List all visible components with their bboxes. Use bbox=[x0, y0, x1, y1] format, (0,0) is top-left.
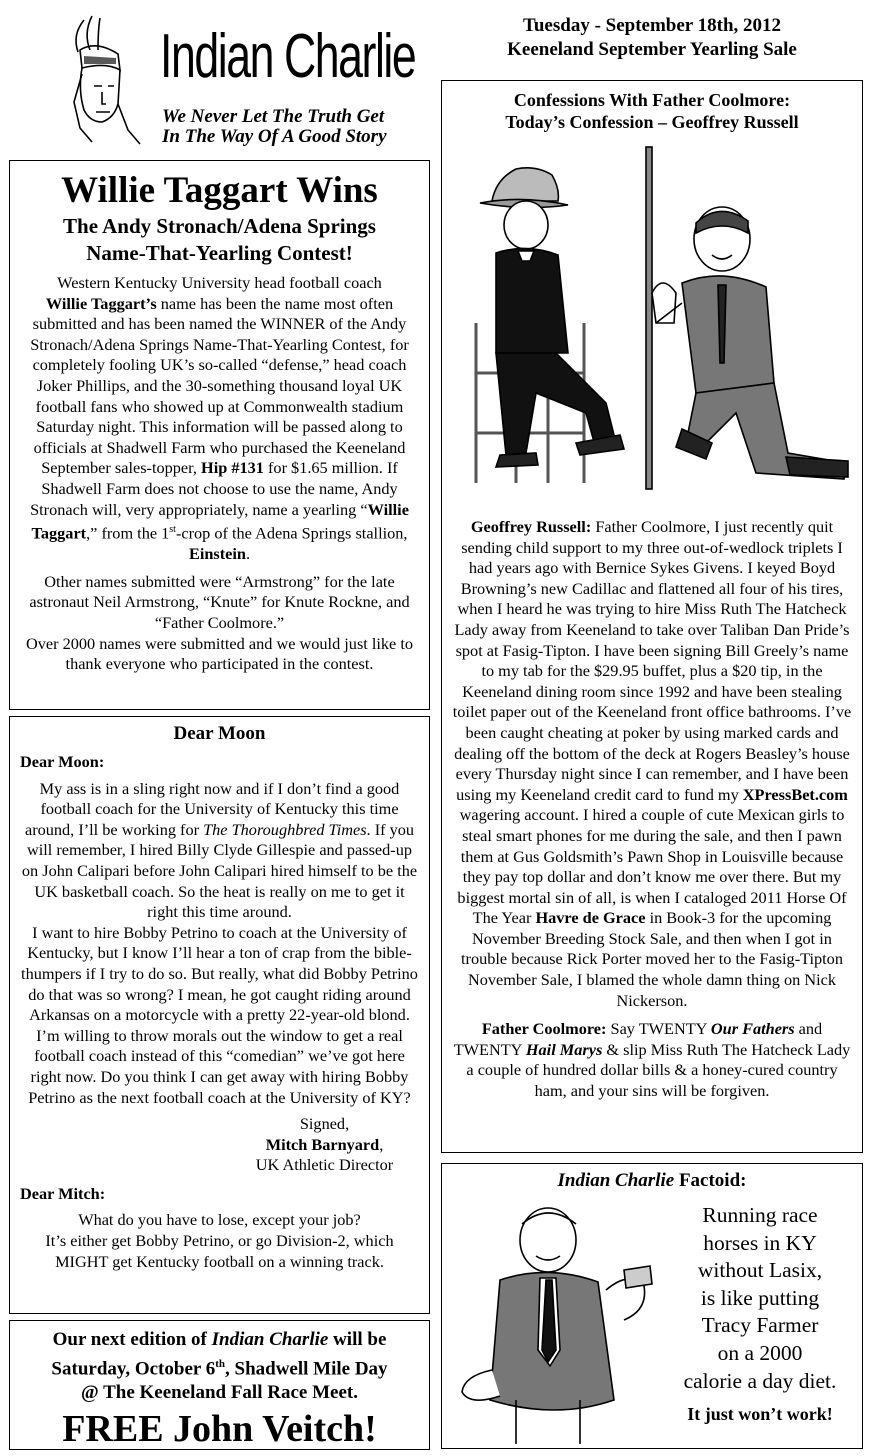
lead-paragraph-1: Western Kentucky University head football coach Willie Taggart’s name has been the name most often submitted and has been named the WINNER of the Andy Stronach/Adena Springs Name-That-Yearling Contest, for completely fooling UK’s so-called “defense,” head coach Joker Phillips, and the 30-something thousand loyal UK football fans who showed up at Commonwealth stadium Saturday night. This information will be passed along to officials at Shadwell Farm who purchased the Keeneland September sales-topper, Hip #131 for $1.65 million. If Shadwell Farm does not choose to use the name, Andy Stronach will, very appropriately, name a yearling “Willie Taggart,” from the 1st-crop of the Adena Springs stallion, Einstein. bbox=[30, 273, 409, 564]
factoid-cartoon bbox=[456, 1200, 656, 1446]
confessions-subtitle: Today’s Confession – Geoffrey Russell bbox=[505, 112, 799, 132]
lead-story bbox=[9, 160, 430, 710]
masthead-tagline-2: In The Way Of A Good Story bbox=[162, 126, 387, 147]
masthead-title: Indian Charlie bbox=[160, 22, 416, 91]
reply-line-2: It’s either get Bobby Petrino, or go Division-2, which MIGHT get Kentucky football on a winning track. bbox=[45, 1231, 394, 1271]
factoid-text bbox=[668, 1202, 852, 1427]
factoid-line: Running race bbox=[702, 1203, 818, 1227]
next-edition-box bbox=[9, 1320, 430, 1450]
lead-paragraph-3: Over 2000 names were submitted and we would just like to thank everyone who participated in the contest. bbox=[25, 633, 414, 674]
factoid-line: horses in KY bbox=[703, 1230, 817, 1255]
factoid-line: without Lasix, bbox=[697, 1258, 823, 1283]
next-edition-line-2: Saturday, October 6th, Shadwell Mile Day bbox=[51, 1358, 388, 1380]
factoid-box bbox=[441, 1163, 863, 1449]
reply-line-1: What do you have to lose, except your job? bbox=[78, 1210, 361, 1230]
dear-moon-body-1: My ass is in a sling right now and if I don’t find a good football coach for the University of Kentucky this time around, I’ll be working for The Thoroughbred Times. If you will remember, I hired Billy Clyde Gillespie and passed-up on John Calipari before John Calipari hired himself to be the UK basketball coach. So the heat is really on me to get it right this time around. bbox=[21, 778, 418, 922]
confessions-column bbox=[441, 80, 863, 1153]
factoid-line: calorie a day diet. bbox=[683, 1368, 837, 1393]
confession-geoffrey: Geoffrey Russell: Father Coolmore, I just recently quit sending child support to my three out-of-wedlock triplets I had years ago with Bernice Sykes Givens. I keyed Boyd Browning’s new Cadillac and flattened all four of his tires, when I heard he was trying to hire Miss Ruth The Hatcheck Lady away from Keeneland to take over Taliban Dan Pride’s spot at Fasig-Tipton. I have been signing Bill Greely’s name to my tab for the $29.95 buffet, plus a $20 tip, in the Keeneland dining room since 1992 and have been stealing toilet paper out of the Keeneland front office bathrooms. I’ve been caught cheating at poker by using marked cards and dealing off the bottom of the deck at Rogers Beasley’s house every Thursday night since I can remember, and I have been using my Keeneland credit card to fund my XPressBet.com wagering account. I hired a couple of cute Mexican girls to steal smart phones for me during the sale, and then I pawn them at Gus Goldsmith’s Pawn Shop in Louisville because they pay top dollar and don’t know me over there. But my biggest mortal sin of all, is when I cataloged 2011 Horse Of The Year Havre de Grace in Book-3 for the upcoming November Breeding Stock Sale, and then when I got in trouble because Rick Porter moved her to the Fasig-Tipton November Sale, I blamed the whole damn thing on Nick Nickerson. bbox=[452, 517, 852, 1010]
confession-father-coolmore: Father Coolmore: Say TWENTY Our Fathers and TWENTY Hail Marys & slip Miss Ruth The Hatcheck Lady a couple of hundred dollar bills & a honey-cured country ham, and your sins will be forgiven. bbox=[453, 1019, 851, 1101]
dateline-event: Keeneland September Yearling Sale bbox=[507, 39, 797, 60]
signed-label: Signed, bbox=[299, 1114, 350, 1134]
factoid-line: Tracy Farmer bbox=[701, 1313, 819, 1338]
dateline-date: Tuesday - September 18th, 2012 bbox=[522, 15, 782, 36]
lead-paragraph-2: Other names submitted were “Armstrong” for the late astronaut Neil Armstrong, “Knute” for Knute Rockne, and “Father Coolmore.” bbox=[29, 571, 410, 632]
signer-name: Mitch Barnyard, bbox=[265, 1134, 384, 1154]
dateline bbox=[440, 14, 864, 62]
masthead-tagline-1: We Never Let The Truth Get bbox=[162, 106, 385, 127]
confession-cartoon bbox=[456, 143, 850, 493]
dear-moon-title: Dear Moon bbox=[173, 723, 266, 744]
factoid-line: is like putting bbox=[700, 1285, 820, 1310]
lead-subhead-2: Name-That-Yearling Contest! bbox=[86, 241, 353, 265]
next-edition-line-1: Our next edition of Indian Charlie will be bbox=[52, 1329, 387, 1350]
indian-head-logo bbox=[36, 10, 156, 150]
factoid-line: on a 2000 bbox=[717, 1340, 803, 1365]
lead-headline: Willie Taggart Wins bbox=[61, 170, 378, 211]
dear-moon-column bbox=[9, 716, 430, 1314]
reply-salutation: Dear Mitch: bbox=[20, 1183, 106, 1203]
signer-title: UK Athletic Director bbox=[255, 1155, 394, 1175]
next-edition-line-3: @ The Keeneland Fall Race Meet. bbox=[81, 1382, 358, 1404]
dear-moon-body-2: I want to hire Bobby Petrino to coach at the University of Kentucky, but I know I’ll hear a ton of crap from the bible-thumpers if I try to do so. But really, what did Bobby Petrino do that was so wrong? I mean, he got caught riding around Arkansas on a motorcycle with a pretty 22-year-old blond. I’m willing to throw morals out the window to get a real football coach instead of this “comedian” we’ve got here right now. Do you think I can get away with hiring Bobby Petrino as the next football coach at the University of KY? bbox=[21, 922, 418, 1107]
lead-subhead-1: The Andy Stronach/Adena Springs bbox=[63, 214, 376, 238]
factoid-punchline: It just won’t work! bbox=[687, 1404, 833, 1425]
dear-moon-salutation: Dear Moon: bbox=[20, 752, 105, 771]
factoid-title: Indian Charlie Factoid: bbox=[557, 1170, 747, 1191]
free-veitch-slogan: FREE John Veitch! bbox=[62, 1408, 377, 1451]
confessions-title: Confessions With Father Coolmore: bbox=[513, 90, 791, 110]
